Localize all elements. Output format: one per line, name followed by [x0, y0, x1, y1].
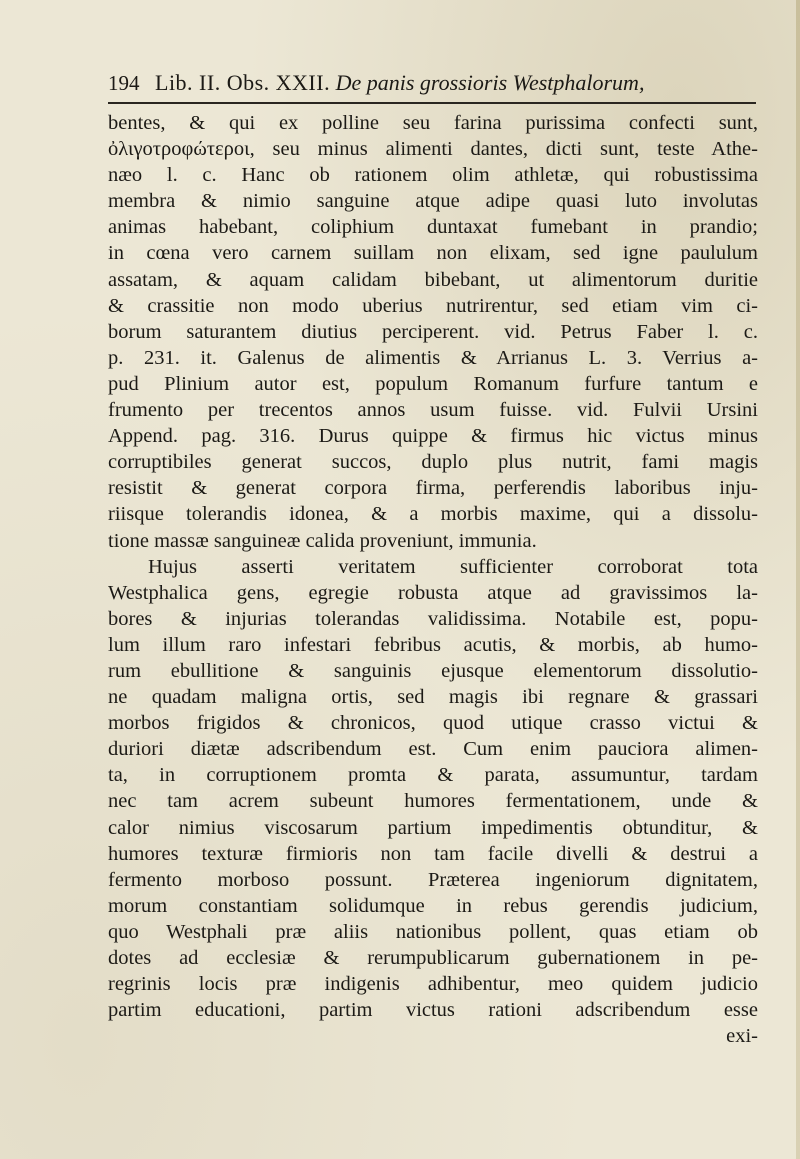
text-line: næo l. c. Hanc ob rationem olim athletæ, qui robustissima: [108, 164, 758, 187]
text-line: bentes, & qui ex polline seu farina purissima confecti sunt,: [108, 112, 758, 134]
text-line: quo Westphali præ aliis nationibus pollent, quas etiam ob: [108, 920, 758, 943]
text-line: bores & injurias tolerandas validissima. Notabile est, popu-: [108, 607, 758, 630]
text-line: in cœna vero carnem suillam non elixam, sed igne paululum: [108, 242, 758, 265]
text-line: frumento per trecentos annos usum fuisse. vid. Fulvii Ursini: [108, 399, 758, 422]
text-line: regrinis locis præ indigenis adhibentur, meo quidem judicio: [108, 973, 758, 996]
text-line: assatam, & aquam calidam bibebant, ut alimentorum duritie: [108, 268, 758, 291]
book-section: Lib. II. Obs. XXII.: [155, 70, 331, 95]
running-title: De panis grossioris Westphalorum,: [335, 70, 645, 95]
text-line: fermento morboso possunt. Præterea ingeniorum dignitatem,: [108, 868, 758, 891]
text-line: Append. pag. 316. Durus quippe & firmus hic victus minus: [108, 425, 758, 448]
header-rule: [108, 102, 756, 104]
text-line: nec tam acrem subeunt humores fermentationem, unde &: [108, 790, 758, 813]
text-line: duriori diætæ adscribendum est. Cum enim pauciora alimen-: [108, 738, 758, 761]
text-line: morum constantiam solidumque in rebus gerendis judicium,: [108, 894, 758, 917]
text-line: dotes ad ecclesiæ & rerumpublicarum gubernationem in pe-: [108, 947, 758, 969]
text-line: morbos frigidos & chronicos, quod utique crasso victui &: [108, 712, 758, 735]
text-line: p. 231. it. Galenus de alimentis & Arrianus L. 3. Verrius a-: [108, 346, 758, 369]
text-line: Westphalica gens, egregie robusta atque ad gravissimos la-: [108, 581, 758, 604]
text-line: borum saturantem diutius perciperent. vid. Petrus Faber l. c.: [108, 320, 758, 343]
text-line: animas habebant, coliphium duntaxat fumebant in prandio;: [108, 216, 758, 239]
text-line: & crassitie non modo uberius nutrirentur, sed etiam vim ci-: [108, 294, 758, 317]
body-text: [108, 110, 758, 1049]
text-line: calor nimius viscosarum partium impedimentis obtunditur, &: [108, 816, 758, 839]
page-number: 194: [108, 71, 140, 95]
page-edge: [796, 0, 800, 1159]
text-line: membra & nimio sanguine atque adipe quasi luto involutas: [108, 190, 758, 213]
text-line: pud Plinium autor est, populum Romanum furfure tantum e: [108, 372, 758, 395]
text-line: corruptibiles generat succos, duplo plus nutrit, fami magis: [108, 451, 758, 474]
text-line: rum ebullitione & sanguinis ejusque elementorum dissolutio-: [108, 659, 758, 682]
paragraph-end-line: tione massæ sanguineæ calida proveniunt, immunia.: [108, 529, 537, 552]
paragraph-start-line: Hujus asserti veritatem sufficienter corroborat tota: [148, 555, 758, 578]
text-line: partim educationi, partim victus rationi adscribendum esse: [108, 999, 758, 1022]
text-line: humores texturæ firmioris non tam facile divelli & destrui a: [108, 842, 758, 865]
text-line: ne quadam maligna ortis, sed magis ibi regnare & grassari: [108, 686, 758, 709]
catchword: exi-: [726, 1025, 758, 1048]
text-line: riisque tolerandis idonea, & a morbis maxime, qui a dissolu-: [108, 503, 758, 526]
text-line: resistit & generat corpora firma, perferendis laboribus inju-: [108, 477, 758, 500]
text-line: ta, in corruptionem promta & parata, assumuntur, tardam: [108, 764, 758, 787]
text-line: lum illum raro infestari febribus acutis, & morbis, ab humo-: [108, 633, 758, 656]
running-header: [108, 70, 758, 100]
text-line: ὀλιγοτροφώτεροι, seu minus alimenti dantes, dicti sunt, teste Athe-: [108, 138, 758, 161]
